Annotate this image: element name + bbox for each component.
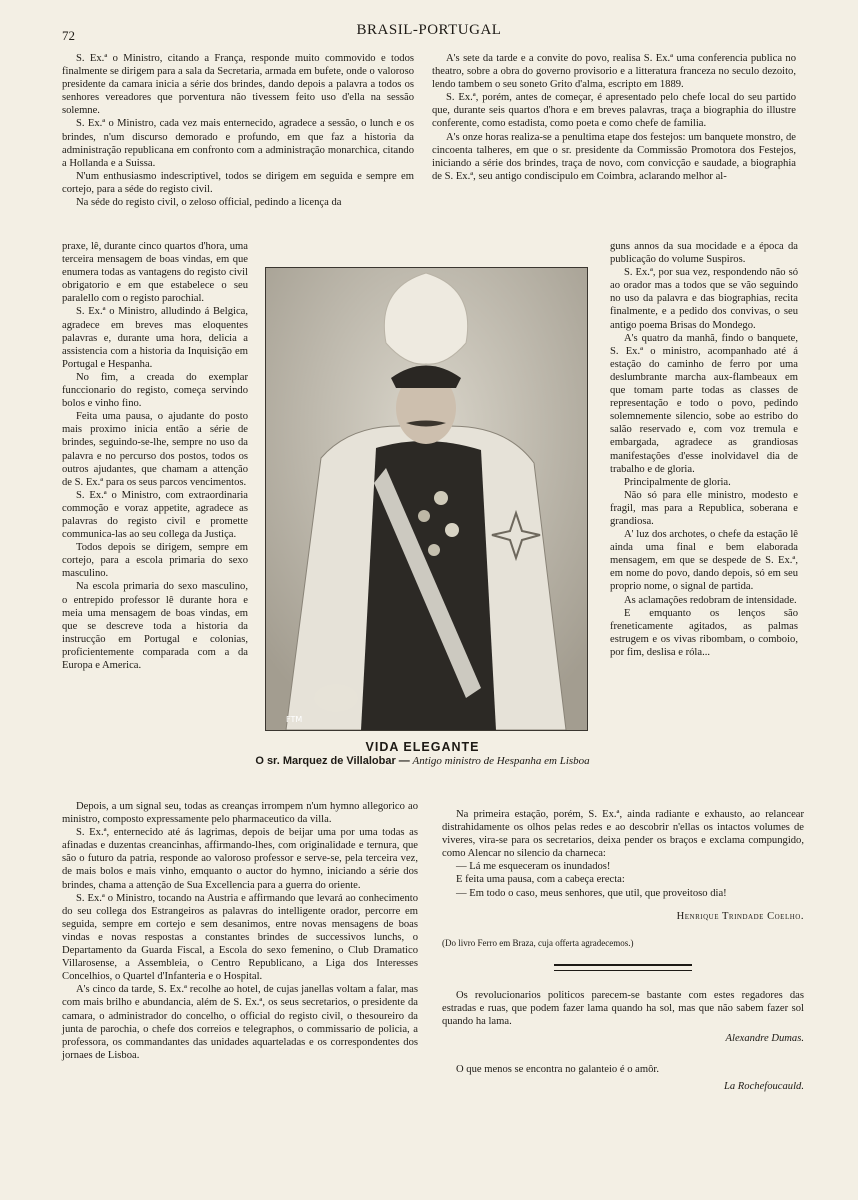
- quote-text: O que menos se encontra no galanteio é o amôr.: [456, 1064, 659, 1076]
- paragraph: S. Ex.ª, enternecido até ás lagrimas, depois de beijar uma por uma todas as afinadas e duzentas creancinhas, affirmando-lhes, com originalidade e ternura, que são o futuro da patria, responde ao valoroso professor e serve-se, pela terceira vez, de mais bolos e mais vinho, emquanto o auctor do hymno, iniciando a série dos brindes, chama a attenção de Sua Excellencia para a guerra do oriente.: [62, 827, 418, 891]
- paragraph: A's onze horas realiza-se a penultima etape dos festejos: um banquete monstro, de cincoenta talheres, em que o sr. presidente da Commissão Promotora dos Festejos, iniciando a série dos brindes, traça de novo, com convicção e saudade, a biographia de S. Ex.ª, seu antigo condiscipulo em Coimbra, aclarando melhor al-: [432, 131, 796, 182]
- photo-caption: [250, 740, 595, 768]
- portrait-illustration: [266, 268, 587, 730]
- dialogue-line: — Lá me esqueceram os inundados!: [456, 861, 611, 873]
- caption-name: O sr. Marquez de Villalobar —: [255, 755, 410, 767]
- section-divider-thin: [554, 970, 692, 971]
- paragraph: As aclamações redobram de intensidade.: [624, 594, 797, 606]
- source-note: (Do livro Ferro em Braza, cuja offerta agradecemos.): [442, 937, 634, 948]
- page-number: 72: [62, 28, 75, 43]
- paragraph: S. Ex.ª o Ministro, com extraordinaria commoção e voraz appetite, agradece as palavras do registo civil e promette communica-las ao seu collega da Justiça.: [62, 489, 248, 541]
- paragraph: A' luz dos archotes, o chefe da estação lê ainda uma final e bem elaborada mensagem, em que se despede de S. Ex.ª, em nome do povo, dando depois, só em seu proprio nome, o signal de partida.: [610, 529, 798, 593]
- paragraph: guns annos da sua mocidade e a época da publicação do volume Suspiros.: [610, 241, 798, 266]
- author-signature: Henrique Trindade Coelho.: [676, 910, 804, 922]
- dialogue-line: — Em todo o caso, meus senhores, que util, que proveitoso dia!: [456, 887, 727, 899]
- right-column-top: [432, 52, 796, 183]
- paragraph: Todos depois se dirigem, sempre em cortejo, para a escola primaria do sexo masculino.: [62, 542, 248, 580]
- paragraph: S. Ex.ª o Ministro, cada vez mais enternecido, agradece a sessão, o lunch e os brindes, n'um discurso demorado e profundo, em que faz a historia da administração republicana em confronto com a administração monarchica, citando a Hollanda e a Suissa.: [62, 118, 414, 169]
- quote-author: La Rochefoucauld.: [723, 1081, 804, 1093]
- paragraph: A's sete da tarde e a convite do povo, realisa S. Ex.ª uma conferencia publica no theatro, sobre a obra do governo provisorio e a litteratura franceza no seculo dezoito, lendo tambem o seu soneto Grito d'alma, escripto em 1889.: [432, 53, 796, 91]
- quote-author: Alexandre Dumas.: [725, 1033, 804, 1045]
- paragraph: E emquanto os lenços são freneticamente agitados, as palmas estrugem e os vivas ribombam, o comboio, por fim, deslisa e róla...: [610, 607, 798, 658]
- left-column-top: [62, 52, 414, 209]
- paragraph: S. Ex.ª o Ministro, tocando na Austria e affirmando que levará ao conhecimento do seu collega dos Estrangeiros as palavras do intelligente orador, percorre em seguida, sempre em cortejo e sem desanimos, entre novas mensagens de boas vindas e novas respostas a constantes brindes de successivos lunchs, o Departamento da Guarda Fiscal, a Escola do sexo femenino, o Club Dramatico Villarosense, a Assembleia, o Centro Republicano, a Liga dos Interesses Concelhios, o Quartel d'Infanteria e o Hospital.: [62, 892, 418, 983]
- running-title: BRASIL-PORTUGAL: [356, 22, 502, 38]
- paragraph: No fim, a creada do exemplar funccionario do registo, começa servindo bolos e vinho fino.: [62, 371, 248, 410]
- photographer-mark: FTM: [286, 715, 303, 724]
- right-column-narrow: [610, 240, 798, 659]
- paragraph: S. Ex.ª o Ministro, citando a França, responde muito commovido e todos finalmente se dirigem para a sala da Secretaria, armada em bufete, onde o valoroso presidente da camara inicia a série dos brindes, dando depois a palavra a todos os senhores vereadores que porventura não tivessem feito uso d'ella na sessão solemne.: [62, 53, 414, 117]
- quote-text: Os revolucionarios politicos parecem-se bastante com estes regadores das estradas e ruas, que podem fazer lama quando ha sol, mas que não sabem fazer sol quando ha lama.: [442, 989, 804, 1028]
- paragraph: S. Ex.ª, por sua vez, respondendo não só ao orador mas a todos que se vão seguindo no uso da palavra e das biographias, recita finalmente, e a pedido dos convivas, o seu antigo poema Brisas do Mondego.: [610, 267, 798, 331]
- left-column-bottom: [62, 800, 418, 1062]
- section-divider: [554, 964, 692, 966]
- paragraph: Feita uma pausa, o ajudante do posto mais proximo inicia então a série de brindes, seguindo-se-lhe, sempre no uso da palavra e no percurso dos postos, todos os outros ajudantes, que chamam a attenção de S. Ex.ª para os seus parcos vencimentos.: [62, 411, 248, 488]
- paragraph: N'um enthusiasmo indescriptivel, todos se dirigem em seguida e sempre em cortejo, para a séde do registo civil.: [62, 170, 414, 195]
- caption-description: Antigo ministro de Hespanha em Lisboa: [412, 755, 590, 767]
- paragraph: Depois, a um signal seu, todas as creanças irrompem n'um hymno allegorico ao ministro, composto expressamente pelo pharmaceutico da villa.: [62, 801, 418, 826]
- paragraph: Na primeira estação, porém, S. Ex.ª, ainda radiante e exhausto, ao relancear distrahidamente os olhos pelas redes e ao descobrir n'ellas os intactos volumes de viveres, vira-se para os secretarios, deixa pender os braços e exclama compungido, como Alencar no silencio da charneca:: [442, 809, 804, 860]
- left-column-narrow: [62, 240, 248, 672]
- paragraph: S. Ex.ª, porém, antes de começar, é apresentado pelo chefe local do seu partido que, durante seis quartos d'hora e em breves palavras, traça a biographia do illustre conferente, como estadista, como poeta e como chefe de familia.: [432, 92, 796, 130]
- paragraph: Na séde do registo civil, o zeloso official, pedindo a licença da: [76, 197, 342, 209]
- paragraph: Na escola primaria do sexo masculino, o entrepido professor lê durante hora e meia uma mensagem de boas vindas, em que se descreve toda a historia da instrucção em Portugal e colonias, proficientemente comparada com a da Europa e America.: [62, 581, 248, 671]
- paragraph: Não só para elle ministro, modesto e fragil, mas para a Republica, soberana e grandiosa.: [610, 489, 798, 527]
- paragraph: A's quatro da manhã, findo o banquete, S. Ex.ª o ministro, acompanhado até á estação do caminho de ferro por uma deslumbrante marcha aux-flambeaux em que tomam parte todas as classes de representação e todo o povo, pedindo solemnemente silencio, sobe ao estribo do salão reservado e, com voz tremula e embargada, agradece as grandiosas manifestações d'esse inolvidavel dia de trabalho e de gloria.: [610, 332, 798, 475]
- narration-line: E feita uma pausa, com a cabeça erecta:: [456, 874, 625, 886]
- caption-title: VIDA ELEGANTE: [365, 740, 480, 754]
- paragraph: S. Ex.ª o Ministro, alludindo á Belgica, agradece em breves mas eloquentes palavras e, durante uma hora, delicia a assistencia com a historia da Inquisição em Portugal e Hespanha.: [62, 306, 248, 370]
- paragraph: Principalmente de gloria.: [624, 476, 731, 488]
- paragraph: A's cinco da tarde, S. Ex.ª recolhe ao hotel, de cujas janellas voltam a falar, mas com mais brilho e abundancia, além de S. Ex.ª, os seus secretarios, o presidente da camara, o administrador do concelho, o official do registo civil, o thesoureiro da junta de parochia, o chefe dos correios e telegraphos, o commissario de policia, a professora, os commandantes das unidades aquarteladas e os correspondentes dos jornaes de Lisboa.: [62, 984, 418, 1061]
- right-column-bottom: [442, 808, 804, 1093]
- paragraph: praxe, lê, durante cinco quartos d'hora, uma terceira mensagem de boas vindas, em que enumera todas as vantagens do registo civil obrigatorio e em que estabelece o seu paralello com o registo parochial.: [62, 241, 248, 305]
- portrait-photo: [265, 267, 588, 731]
